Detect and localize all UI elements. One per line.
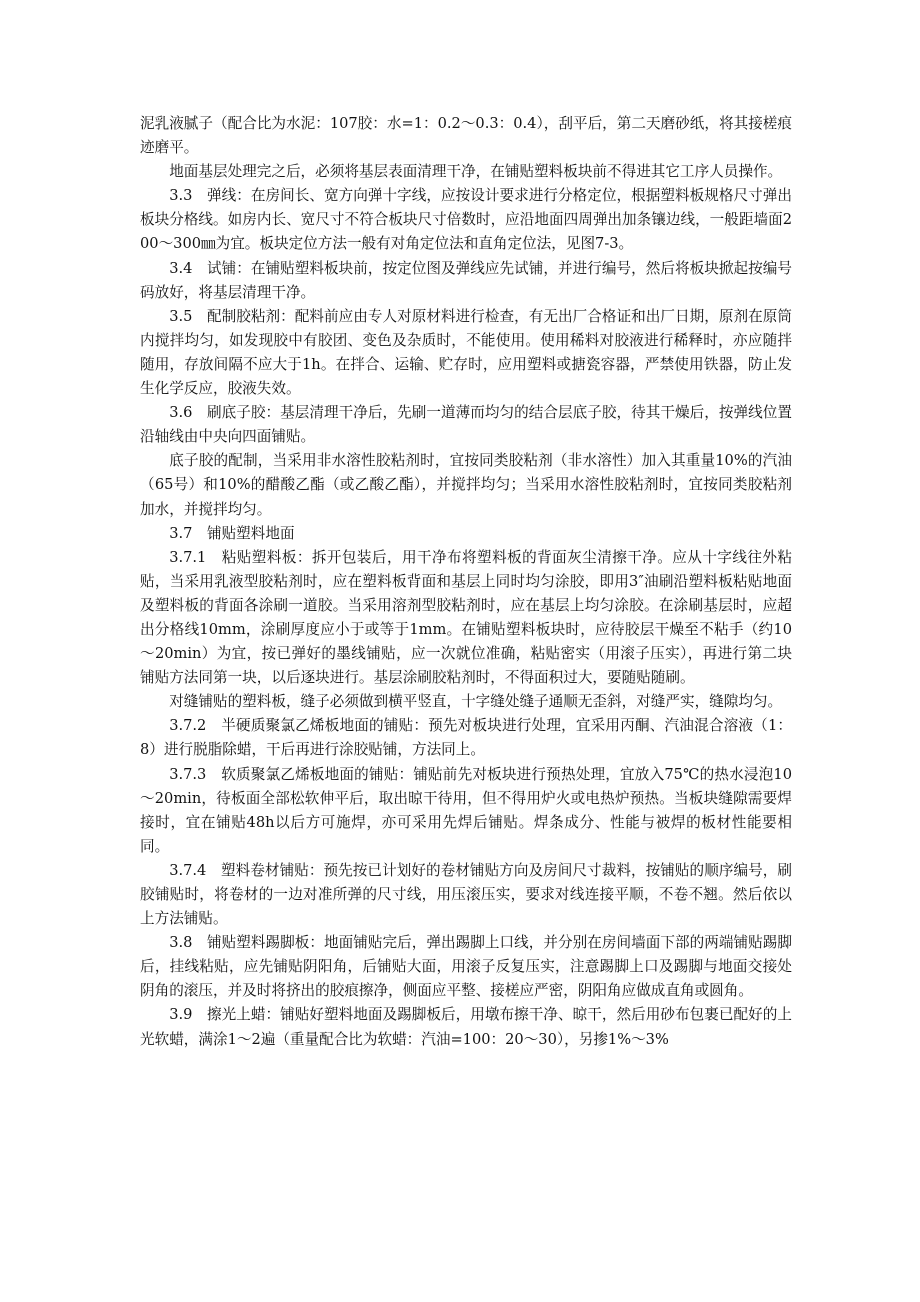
paragraph: 3.4 试铺：在铺贴塑料板块前，按定位图及弹线应先试铺，并进行编号，然后将板块掀起按编号码放好，将基层清理干净。 xyxy=(140,259,792,301)
paragraph: 3.7 铺贴塑料地面 xyxy=(169,524,295,542)
paragraph: 3.8 铺贴塑料踢脚板：地面铺贴完后，弹出踢脚上口线，并分别在房间墙面下部的两端铺贴踢脚后，挂线粘贴，应先铺贴阴阳角，后铺贴大面，用滚子反复压实，注意踢脚上口及踢脚与地面交接处阴角的滚压，并及时将挤出的胶痕擦净，侧面应平整、接槎应严密，阴阳角应做成直角或圆角。 xyxy=(140,934,792,1000)
paragraph: 3.9 擦光上蜡：铺贴好塑料地面及踢脚板后，用墩布擦干净、晾干，然后用砂布包裹已配好的上光软蜡，满涂1～2遍（重量配合比为软蜡：汽油=100：20～30），另掺1%～3% xyxy=(140,1006,792,1048)
paragraph: 3.7.3 软质聚氯乙烯板地面的铺贴：铺贴前先对板块进行预热处理，宜放入75℃的热水浸泡10～20min，待板面全部松软伸平后，取出晾干待用，但不得用炉火或电热炉预热。当板块缝隙需要焊接时，宜在铺贴48h以后方可施焊，亦可采用先焊后铺贴。焊条成分、性能与被焊的板材性能要相同。 xyxy=(140,765,792,855)
paragraph: 3.5 配制胶粘剂：配料前应由专人对原材料进行检查，有无出厂合格证和出厂日期，原剂在原筒内搅拌均匀，如发现胶中有胶团、变色及杂质时，不能使用。使用稀料对胶液进行稀释时，亦应随拌随用，存放间隔不应大于1h。在拌合、运输、贮存时，应用塑料或搪瓷容器，严禁使用铁器，防止发生化学反应，胶液失效。 xyxy=(140,307,792,398)
paragraph: 底子胶的配制，当采用非水溶性胶粘剂时，宜按同类胶粘剂（非水溶性）加入其重量10%的汽油（65号）和10%的醋酸乙酯（或乙酸乙酯），并搅拌均匀；当采用水溶性胶粘剂时，宜按同类胶粘剂加水，并搅拌均匀。 xyxy=(140,452,792,518)
paragraph: 3.3 弹线：在房间长、宽方向弹十字线，应按设计要求进行分格定位，根据塑料板规格尺寸弹出板块分格线。如房内长、宽尺寸不符合板块尺寸倍数时，应沿地面四周弹出加条镶边线，一般距墙面200～300㎜为宜。板块定位方法一般有对角定位法和直角定位法，见图7-3。 xyxy=(140,187,792,253)
paragraph: 泥乳液腻子（配合比为水泥：107胶：水=1：0.2～0.3：0.4），刮平后，第二天磨砂纸，将其接槎痕迹磨平。 xyxy=(140,115,792,157)
paragraph: 3.7.1 粘贴塑料板：拆开包装后，用干净布将塑料板的背面灰尘清擦干净。应从十字线往外粘贴，当采用乳液型胶粘剂时，应在塑料板背面和基层上同时均匀涂胶，即用3″油刷沿塑料板粘贴地面及塑料板的背面各涂刷一道胶。当采用溶剂型胶粘剂时，应在基层上均匀涂胶。在涂刷基层时，应超出分格线10mm，涂刷厚度应小于或等于1mm。在铺贴塑料板块时，应待胶层干燥至不粘手（约10～20min）为宜，按已弹好的墨线铺贴，应一次就位准确，粘贴密实（用滚子压实），再进行第二块铺贴方法同第一块，以后逐块进行。基层涂刷胶粘剂时，不得面积过大，要随贴随刷。 xyxy=(140,548,792,687)
paragraph: 3.7.4 塑料卷材铺贴：预先按已计划好的卷材铺贴方向及房间尺寸裁料，按铺贴的顺序编号，刷胶铺贴时，将卷材的一边对准所弹的尺寸线，用压滚压实，要求对线连接平顺，不卷不翘。然后依以上方法铺贴。 xyxy=(140,861,792,928)
paragraph: 对缝铺贴的塑料板，缝子必须做到横平竖直，十字缝处缝子通顺无歪斜，对缝严实，缝隙均匀。 xyxy=(169,693,783,711)
paragraph: 3.7.2 半硬质聚氯乙烯板地面的铺贴：预先对板块进行处理，宜采用丙酮、汽油混合溶液（1：8）进行脱脂除蜡，干后再进行涂胶贴铺，方法同上。 xyxy=(140,717,792,759)
paragraph: 3.6 刷底子胶：基层清理干净后，先刷一道薄而均匀的结合层底子胶，待其干燥后，按弹线位置沿轴线由中央向四面铺贴。 xyxy=(140,404,792,446)
paragraph: 地面基层处理完之后，必须将基层表面清理干净，在铺贴塑料板块前不得进其它工序人员操作。 xyxy=(169,163,783,181)
document-body xyxy=(140,112,792,1052)
